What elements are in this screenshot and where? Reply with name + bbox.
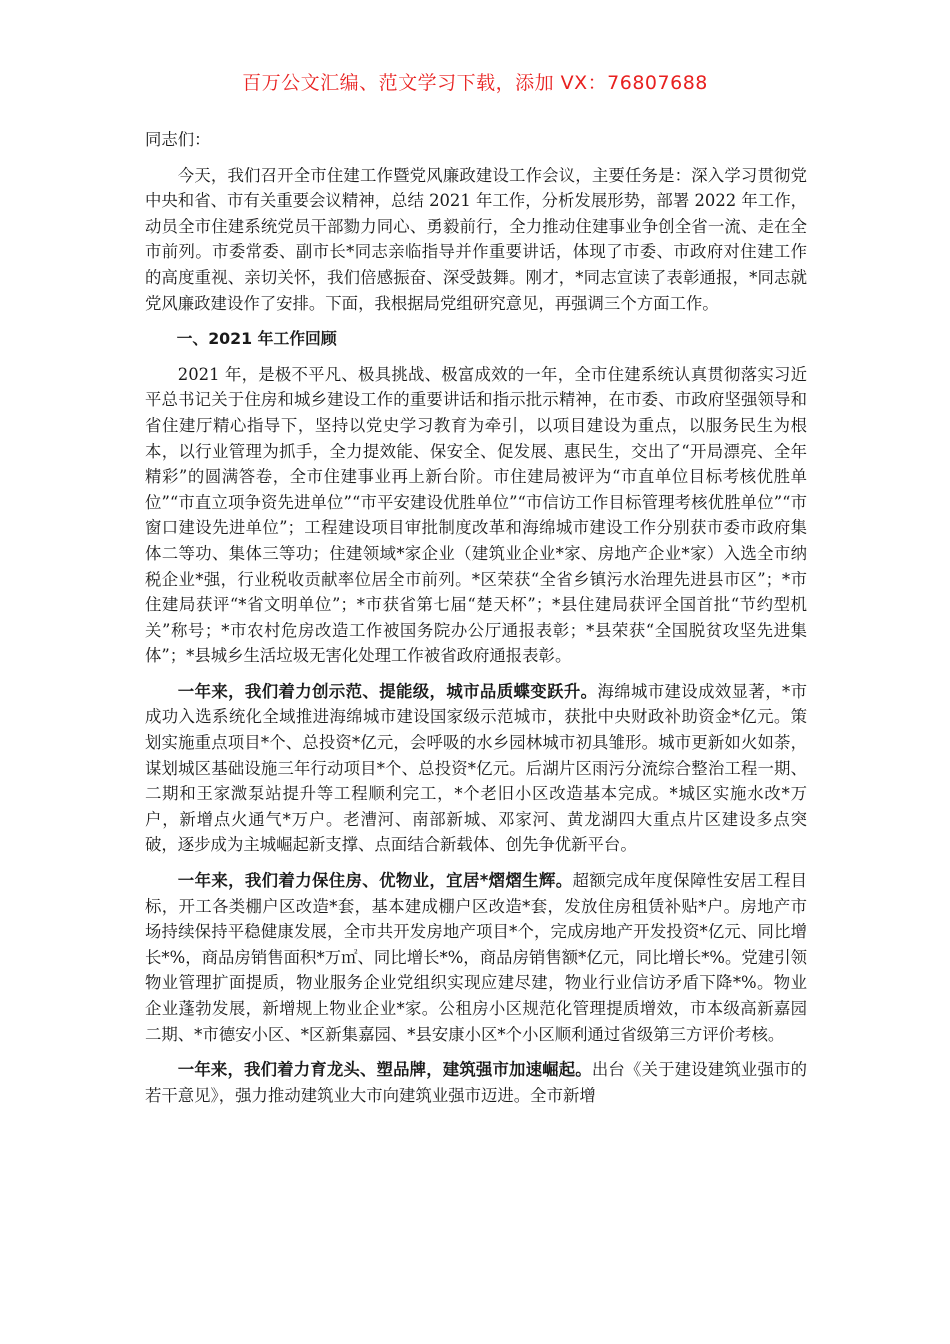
paragraph-housing xyxy=(145,868,807,1047)
paragraph-construction xyxy=(145,1057,807,1108)
intro-paragraph: 今天，我们召开全市住建工作暨党风廉政建设工作会议，主要任务是：深入学习贯彻党中央和省、市有关重要会议精神，总结 2021 年工作，分析发展形势，部署 2022 年工作，动员全市住建系统党员干部勠力同心、勇毅前行，全力推动住建事业争创全省一流、走在全市前列。市委常委、副市长*同志亲临指导并作重要讲话，体现了市委、市政府对住建工作的高度重视、亲切关怀，我们倍感振奋、深受鼓舞。刚才，*同志宣读了表彰通报，*同志就党风廉政建设作了安排。下面，我根据局党组研究意见，再强调三个方面工作。 xyxy=(145,165,807,313)
review-paragraph: 2021 年，是极不平凡、极具挑战、极富成效的一年，全市住建系统认真贯彻落实习近平总书记关于住房和城乡建设工作的重要讲话和指示批示精神，在市委、市政府坚强领导和省住建厅精心指导下，坚持以党史学习教育为牵引，以项目建设为重点，以服务民生为根本，以行业管理为抓手，全力提效能、保安全、促发展、惠民生，交出了“开局漂亮、全年精彩”的圆满答卷，全市住建事业再上新台阶。市住建局被评为“市直单位目标考核优胜单位”“市直立项争资先进单位”“市平安建设优胜单位”“市信访工作目标管理考核优胜单位”“市窗口建设先进单位”；工程建设项目审批制度改革和海绵城市建设工作分别获市委市政府集体二等功、集体三等功；住建领域*家企业（建筑业企业*家、房地产企业*家）入选全市纳税企业*强，行业税收贡献率位居全市前列。*区荣获“全省乡镇污水治理先进县市区”；*市住建局获评“*省文明单位”；*市获省第七届“楚天杯”；*县住建局获评全国首批“节约型机关”称号；*市农村危房改造工作被国务院办公厅通报表彰；*县荣获“全国脱贫攻坚先进集体”；*县城乡生活垃圾无害化处理工作被省政府通报表彰。 xyxy=(145,364,807,666)
paragraph-body: 海绵城市建设成效显著，*市成功入选系统化全域推进海绵城市建设国家级示范城市，获批中央财政补助资金*亿元。策划实施重点项目*个、总投资*亿元，会呼吸的水乡园林城市初具雏形。城市更新如火如荼，谋划城区基础设施三年行动项目*个、总投资*亿元。后湖片区雨污分流综合整治工程一期、二期和王家溦泵站提升等工程顺利完工，*个老旧小区改造基本完成。*城区实施水改*万户，新增点火通气*万户。老漕河、南部新城、邓家河、黄龙湖四大重点片区建设多点突破，逐步成为主城崛起新支撑、点面结合新载体、创先争优新平台。 xyxy=(145,681,807,855)
paragraph-lead: 一年来，我们着力保住房、优物业，宜居*熠熠生辉。 xyxy=(177,871,573,891)
salutation: 同志们： xyxy=(145,130,211,149)
watermark-banner: 百万公文汇编、范文学习下载，添加 VX：76807688 xyxy=(242,72,708,94)
paragraph-city-quality xyxy=(145,679,807,858)
section-heading-review: 一、2021 年工作回顾 xyxy=(176,329,337,349)
paragraph-body: 超额完成年度保障性安居工程目标，开工各类棚户区改造*套，基本建成棚户区改造*套，发放住房租赁补贴*户。房地产市场持续保持平稳健康发展，全市共开发房地产项目*个，完成房地产开发投资*亿元、同比增长*%，商品房销售面积*万㎡、同比增长*%，商品房销售额*亿元，同比增长*%。党建引领物业管理扩面提质，物业服务企业党组织实现应建尽建，物业行业信访矛盾下降*%。物业企业蓬勃发展，新增规上物业企业*家。公租房小区规范化管理提质增效，市本级高新嘉园二期、*市德安小区、*区新集嘉园、*县安康小区*个小区顺利通过省级第三方评价考核。 xyxy=(145,871,807,1044)
paragraph-lead: 一年来，我们着力育龙头、塑品牌，建筑强市加速崛起。 xyxy=(177,1060,592,1080)
paragraph-lead: 一年来，我们着力创示范、提能级，城市品质蝶变跃升。 xyxy=(177,681,598,701)
document-body xyxy=(145,127,807,1118)
paragraph-body: 出台《关于建设建筑业强市的若干意见》，强力推动建筑业大市向建筑业强市迈进。全市新增 xyxy=(145,1060,807,1105)
